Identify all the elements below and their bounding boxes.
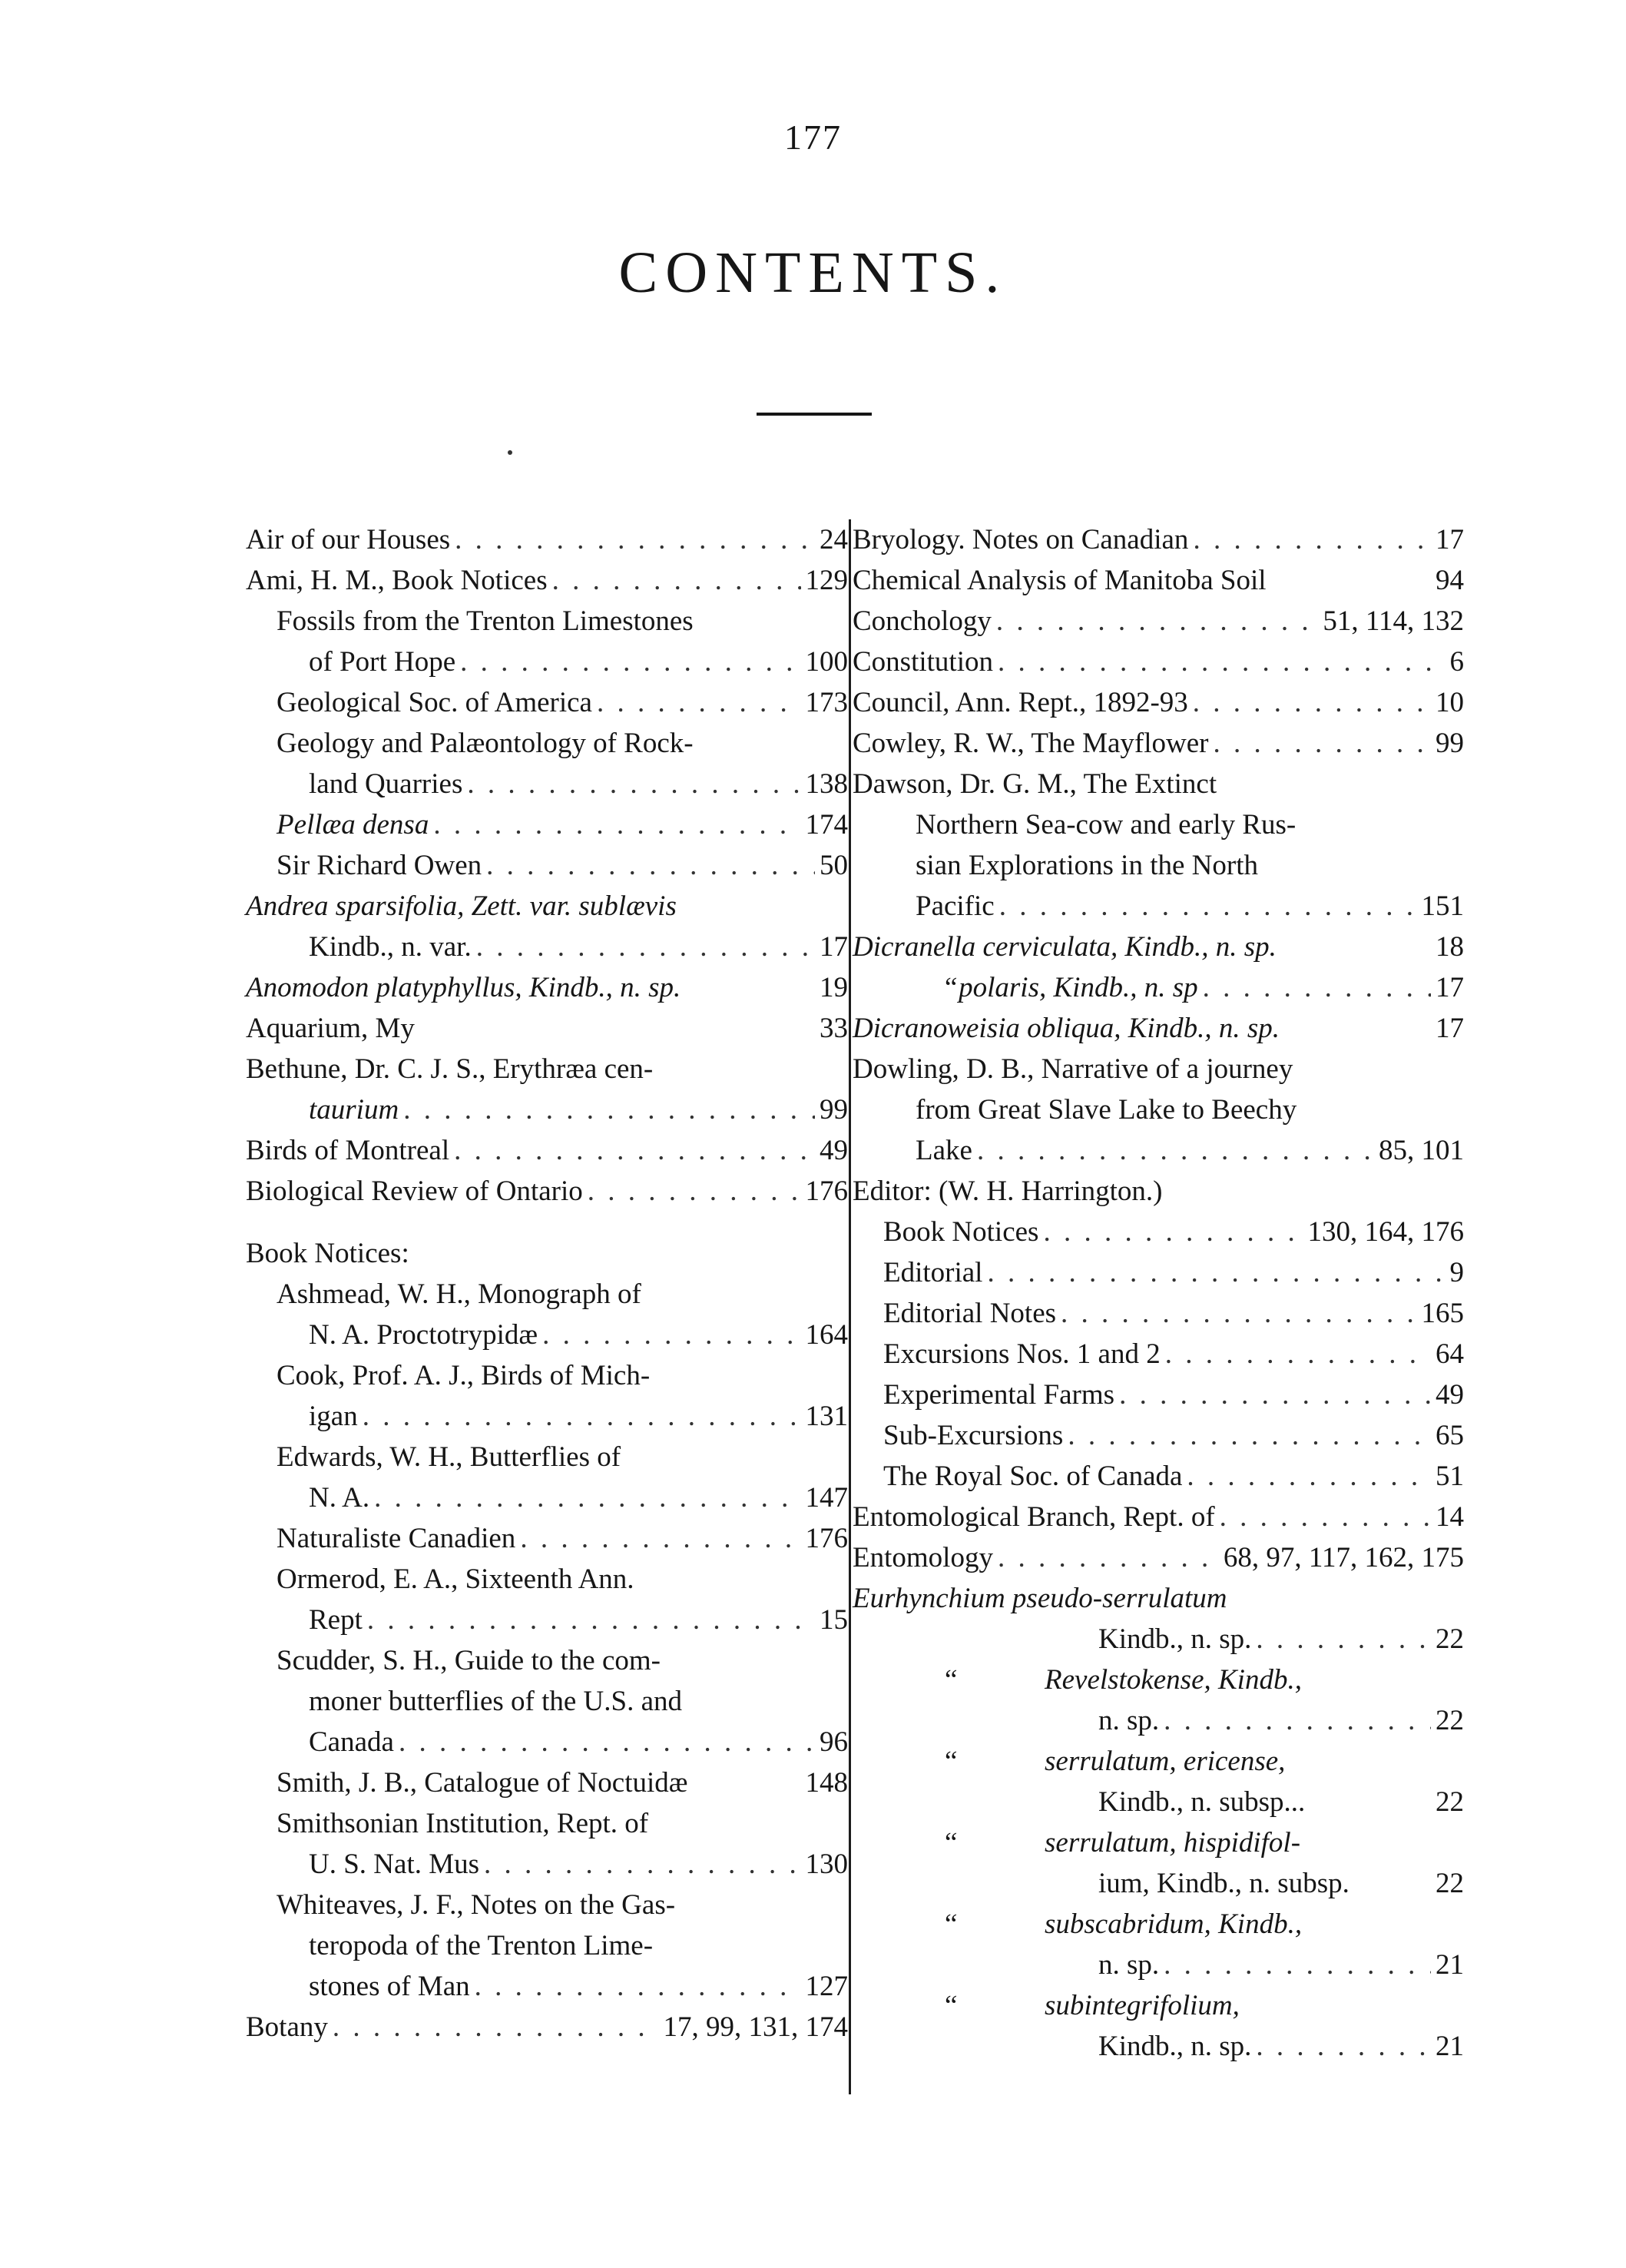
entry-page-number: 164 bbox=[805, 1319, 848, 1351]
entry-spacer bbox=[1349, 1863, 1436, 1904]
dot-leader bbox=[1061, 1293, 1416, 1334]
entry-page-number: 173 bbox=[805, 687, 848, 718]
contents-entry bbox=[853, 1660, 1464, 1700]
entry-page-number: 85, 101 bbox=[1379, 1135, 1464, 1166]
entry-page-number: 94 bbox=[1436, 565, 1464, 596]
column-divider bbox=[849, 519, 851, 2094]
contents-entry bbox=[246, 845, 848, 886]
contents-entry bbox=[853, 927, 1464, 967]
entry-page-number: 65 bbox=[1436, 1420, 1464, 1451]
contents-entry bbox=[246, 1885, 848, 1925]
contents-entry bbox=[246, 804, 848, 845]
contents-entry bbox=[246, 601, 848, 642]
entry-page-number: 10 bbox=[1436, 687, 1464, 718]
dot-leader bbox=[977, 1130, 1374, 1171]
dot-leader bbox=[1119, 1374, 1431, 1415]
entry-title: U. S. Nat. Mus bbox=[309, 1849, 480, 1880]
entry-page-number: 165 bbox=[1421, 1298, 1464, 1329]
entry-page-number: 129 bbox=[805, 565, 848, 596]
entry-title: n. sp. bbox=[1098, 1705, 1160, 1736]
contents-entry bbox=[853, 1049, 1464, 1089]
entry-spacer bbox=[1163, 1171, 1465, 1212]
contents-entry bbox=[853, 642, 1464, 682]
entry-title: Dawson, Dr. G. M., The Extinct bbox=[853, 768, 1217, 800]
contents-entry bbox=[853, 967, 1464, 1008]
dot-leader bbox=[999, 886, 1417, 927]
entry-title: Editorial bbox=[883, 1257, 983, 1288]
entry-spacer bbox=[1227, 1578, 1464, 1619]
entry-title: Sub-Excursions bbox=[883, 1420, 1064, 1451]
contents-entry bbox=[246, 1844, 848, 1885]
entry-spacer bbox=[1280, 1008, 1436, 1049]
contents-entry bbox=[853, 1293, 1464, 1334]
dot-leader bbox=[433, 804, 800, 845]
entry-spacer bbox=[694, 601, 848, 642]
entry-title: Book Notices: bbox=[246, 1238, 409, 1269]
entry-page-number: 22 bbox=[1436, 1623, 1464, 1655]
entry-page-number: 33 bbox=[820, 1013, 848, 1044]
entry-title: Ashmead, W. H., Monograph of bbox=[277, 1278, 641, 1310]
contents-entry bbox=[853, 886, 1464, 927]
entry-page-number: 130, 164, 176 bbox=[1307, 1216, 1464, 1248]
entry-page-number: 24 bbox=[820, 524, 848, 555]
contents-entry bbox=[246, 1966, 848, 2007]
entry-title: Bryology. Notes on Canadian bbox=[853, 524, 1189, 555]
dot-leader bbox=[455, 519, 815, 560]
entry-page-number: 51, 114, 132 bbox=[1323, 605, 1464, 637]
contents-entry bbox=[246, 560, 848, 601]
ditto-mark: “ bbox=[945, 1827, 958, 1858]
entry-title: Smithsonian Institution, Rept. of bbox=[277, 1808, 649, 1839]
entry-title: Whiteaves, J. F., Notes on the Gas- bbox=[277, 1889, 676, 1921]
dot-leader bbox=[476, 927, 815, 967]
entry-page-number: 96 bbox=[820, 1726, 848, 1758]
dot-leader bbox=[1256, 2026, 1431, 2067]
contents-entry bbox=[246, 519, 848, 560]
dot-leader bbox=[486, 845, 815, 886]
contents-entry bbox=[853, 1171, 1464, 1212]
entry-spacer bbox=[1293, 1049, 1464, 1089]
entry-page-number: 64 bbox=[1436, 1338, 1464, 1370]
entry-spacer bbox=[681, 967, 820, 1008]
entry-title: Entomology bbox=[853, 1542, 993, 1573]
entry-page-number: 9 bbox=[1449, 1257, 1464, 1288]
contents-entry bbox=[853, 682, 1464, 723]
entry-title: polaris, Kindb., n. sp bbox=[959, 972, 1198, 1003]
contents-entry bbox=[853, 1089, 1464, 1130]
entry-title: Lake bbox=[916, 1135, 972, 1166]
entry-spacer bbox=[1277, 927, 1436, 967]
dot-leader bbox=[998, 1537, 1219, 1578]
contents-entry bbox=[853, 1212, 1464, 1252]
entry-page-number: 22 bbox=[1436, 1786, 1464, 1818]
entry-title: Smith, J. B., Catalogue of Noctuidæ bbox=[277, 1767, 688, 1799]
entry-title: Kindb., n. sp. bbox=[1098, 2031, 1252, 2062]
dot-leader bbox=[467, 764, 800, 804]
contents-entry bbox=[246, 1049, 848, 1089]
ditto-mark: “ bbox=[945, 1664, 958, 1696]
contents-left-column bbox=[246, 519, 848, 2048]
contents-entry bbox=[853, 1822, 1464, 1863]
entry-page-number: 17 bbox=[1436, 972, 1464, 1003]
entry-title: subscabridum, Kindb., bbox=[1045, 1908, 1303, 1940]
contents-entry bbox=[246, 1762, 848, 1803]
entry-title: ium, Kindb., n. subsp. bbox=[1098, 1868, 1349, 1899]
entry-spacer bbox=[634, 1559, 848, 1600]
entry-title: Rept bbox=[309, 1604, 363, 1636]
entry-spacer bbox=[1240, 1985, 1464, 2026]
entry-page-number: 68, 97, 117, 162, 175 bbox=[1223, 1542, 1464, 1573]
entry-title: Kindb., n. subsp... bbox=[1098, 1786, 1306, 1818]
contents-entry bbox=[853, 601, 1464, 642]
dot-leader bbox=[597, 682, 801, 723]
entry-title: teropoda of the Trenton Lime- bbox=[309, 1930, 654, 1961]
contents-entry bbox=[853, 1863, 1464, 1904]
contents-entry bbox=[246, 1008, 848, 1049]
contents-entry bbox=[246, 1559, 848, 1600]
entry-spacer bbox=[1296, 804, 1464, 845]
dot-leader bbox=[1193, 519, 1431, 560]
dot-leader bbox=[363, 1396, 801, 1437]
entry-page-number: 99 bbox=[820, 1094, 848, 1126]
entry-title: Constitution bbox=[853, 646, 993, 678]
entry-title: n. sp. bbox=[1098, 1949, 1160, 1981]
entry-page-number: 17 bbox=[1436, 524, 1464, 555]
contents-entry bbox=[246, 1233, 848, 1274]
contents-entry bbox=[246, 682, 848, 723]
contents-entry bbox=[246, 967, 848, 1008]
entry-title: Chemical Analysis of Manitoba Soil bbox=[853, 565, 1267, 596]
contents-entry bbox=[853, 1252, 1464, 1293]
entry-title: Eurhynchium pseudo-serrulatum bbox=[853, 1583, 1227, 1614]
ditto-mark: “ bbox=[945, 1746, 958, 1777]
dot-leader bbox=[1068, 1415, 1431, 1456]
contents-entry bbox=[246, 886, 848, 927]
contents-entry bbox=[246, 1396, 848, 1437]
entry-title: Ormerod, E. A., Sixteenth Ann. bbox=[277, 1563, 634, 1595]
dot-leader bbox=[588, 1171, 801, 1212]
entry-spacer bbox=[415, 1008, 820, 1049]
entry-title: Entomological Branch, Rept. of bbox=[853, 1501, 1215, 1533]
dot-leader bbox=[1164, 1945, 1431, 1985]
entry-page-number: 6 bbox=[1449, 646, 1464, 678]
dot-leader bbox=[1187, 1456, 1431, 1497]
entry-title: from Great Slave Lake to Beechy bbox=[916, 1094, 1297, 1126]
entry-title: stones of Man bbox=[309, 1971, 470, 2002]
entry-spacer bbox=[1285, 1741, 1464, 1782]
entry-page-number: 51 bbox=[1436, 1461, 1464, 1492]
entry-spacer bbox=[641, 1274, 848, 1315]
dot-leader bbox=[1193, 682, 1431, 723]
dot-leader bbox=[475, 1966, 801, 2007]
entry-spacer bbox=[653, 1049, 848, 1089]
entry-title: Excursions Nos. 1 and 2 bbox=[883, 1338, 1161, 1370]
entry-title: Editor: (W. H. Harrington.) bbox=[853, 1175, 1163, 1207]
contents-entry bbox=[853, 1497, 1464, 1537]
entry-page-number: 22 bbox=[1436, 1705, 1464, 1736]
contents-entry bbox=[853, 764, 1464, 804]
entry-title: Anomodon platyphyllus, Kindb., n. sp. bbox=[246, 972, 681, 1003]
contents-entry bbox=[853, 1619, 1464, 1660]
entry-title: of Port Hope bbox=[309, 646, 456, 678]
entry-spacer bbox=[687, 1762, 805, 1803]
entry-title: Revelstokense, Kindb., bbox=[1045, 1664, 1302, 1696]
dot-leader bbox=[996, 601, 1318, 642]
entry-page-number: 49 bbox=[1436, 1379, 1464, 1411]
entry-title: Naturaliste Canadien bbox=[277, 1523, 516, 1554]
dot-leader bbox=[367, 1600, 815, 1640]
contents-entry bbox=[246, 1171, 848, 1212]
dot-leader bbox=[460, 642, 800, 682]
entry-title: Dicranoweisia obliqua, Kindb., n. sp. bbox=[853, 1013, 1280, 1044]
entry-page-number: 22 bbox=[1436, 1868, 1464, 1899]
contents-entry bbox=[853, 1700, 1464, 1741]
contents-entry bbox=[853, 1456, 1464, 1497]
contents-entry bbox=[853, 1415, 1464, 1456]
entry-title: Biological Review of Ontario bbox=[246, 1175, 583, 1207]
dot-leader bbox=[1213, 723, 1431, 764]
entry-page-number: 17, 99, 131, 174 bbox=[663, 2011, 848, 2043]
contents-entry bbox=[246, 1355, 848, 1396]
entry-page-number: 174 bbox=[805, 809, 848, 841]
contents-entry bbox=[246, 1925, 848, 1966]
contents-entry bbox=[853, 1130, 1464, 1171]
contents-entry bbox=[246, 1803, 848, 1844]
dot-leader bbox=[987, 1252, 1445, 1293]
contents-entry bbox=[853, 1008, 1464, 1049]
entry-spacer bbox=[1258, 845, 1464, 886]
entry-page-number: 131 bbox=[805, 1401, 848, 1432]
contents-entry bbox=[246, 1477, 848, 1518]
dot-leader bbox=[374, 1477, 800, 1518]
entry-title: Edwards, W. H., Butterflies of bbox=[277, 1441, 621, 1473]
dot-leader bbox=[1043, 1212, 1303, 1252]
contents-right-column bbox=[853, 519, 1464, 2067]
contents-entry bbox=[246, 1089, 848, 1130]
entry-spacer bbox=[648, 1803, 848, 1844]
entry-spacer bbox=[1302, 1660, 1464, 1700]
entry-title: Sir Richard Owen bbox=[277, 850, 482, 881]
contents-entry bbox=[246, 1518, 848, 1559]
entry-title: Book Notices bbox=[883, 1216, 1039, 1248]
entry-page-number: 21 bbox=[1436, 1949, 1464, 1981]
entry-title: Pacific bbox=[916, 890, 995, 922]
dot-leader bbox=[552, 560, 801, 601]
entry-title: taurium bbox=[309, 1094, 399, 1126]
dot-leader bbox=[1256, 1619, 1431, 1660]
entry-title: Bethune, Dr. C. J. S., Erythræa cen- bbox=[246, 1053, 654, 1085]
entry-title: Botany bbox=[246, 2011, 328, 2043]
ditto-mark: “ bbox=[945, 1990, 958, 2021]
entry-page-number: 147 bbox=[805, 1482, 848, 1514]
entry-title: subintegrifolium, bbox=[1045, 1990, 1240, 2021]
contents-entry bbox=[853, 560, 1464, 601]
entry-title: Editorial Notes bbox=[883, 1298, 1057, 1329]
dot-leader bbox=[1220, 1497, 1431, 1537]
entry-page-number: 17 bbox=[820, 931, 848, 963]
entry-title: N. A. bbox=[309, 1482, 370, 1514]
entry-spacer bbox=[1217, 764, 1464, 804]
page-number: 177 bbox=[784, 118, 842, 157]
entry-spacer bbox=[1300, 1822, 1464, 1863]
entry-title: Scudder, S. H., Guide to the com- bbox=[277, 1645, 661, 1676]
entry-title: Air of our Houses bbox=[246, 524, 451, 555]
entry-page-number: 130 bbox=[805, 1849, 848, 1880]
contents-entry bbox=[246, 1640, 848, 1681]
entry-title: Dowling, D. B., Narrative of a journey bbox=[853, 1053, 1293, 1085]
dot-leader bbox=[1165, 1334, 1431, 1374]
stray-mark bbox=[508, 450, 512, 455]
entry-title: serrulatum, hispidifol- bbox=[1045, 1827, 1301, 1858]
contents-entry bbox=[853, 2026, 1464, 2067]
entry-spacer bbox=[675, 1885, 848, 1925]
entry-page-number: 21 bbox=[1436, 2031, 1464, 2062]
contents-entry bbox=[853, 804, 1464, 845]
entry-title: Northern Sea-cow and early Rus- bbox=[916, 809, 1296, 841]
contents-entry bbox=[853, 1904, 1464, 1945]
contents-entry bbox=[246, 927, 848, 967]
entry-spacer bbox=[1296, 1089, 1464, 1130]
entry-page-number: 49 bbox=[820, 1135, 848, 1166]
entry-title: Cook, Prof. A. J., Birds of Mich- bbox=[277, 1360, 651, 1391]
entry-title: N. A. Proctotrypidæ bbox=[309, 1319, 538, 1351]
contents-entry bbox=[853, 1334, 1464, 1374]
contents-entry bbox=[853, 1537, 1464, 1578]
ditto-mark: “ bbox=[945, 972, 958, 1003]
title-rule bbox=[757, 413, 872, 416]
dot-leader bbox=[998, 642, 1446, 682]
entry-spacer bbox=[1267, 560, 1436, 601]
dot-leader bbox=[484, 1844, 800, 1885]
contents-entry bbox=[853, 723, 1464, 764]
dot-leader bbox=[454, 1130, 815, 1171]
entry-title: Pellæa densa bbox=[277, 809, 429, 841]
entry-spacer bbox=[661, 1640, 848, 1681]
contents-entry bbox=[246, 2007, 848, 2048]
contents-entry bbox=[853, 1985, 1464, 2026]
entry-title: Aquarium, My bbox=[246, 1013, 415, 1044]
contents-entry bbox=[246, 764, 848, 804]
dot-leader bbox=[333, 2007, 659, 2048]
page-title: CONTENTS. bbox=[618, 240, 1008, 305]
contents-entry bbox=[853, 519, 1464, 560]
entry-title: Conchology bbox=[853, 605, 992, 637]
entry-title: moner butterflies of the U.S. and bbox=[309, 1686, 683, 1717]
contents-entry bbox=[246, 1315, 848, 1355]
entry-spacer bbox=[621, 1437, 848, 1477]
entry-title: Canada bbox=[309, 1726, 394, 1758]
entry-page-number: 19 bbox=[820, 972, 848, 1003]
entry-title: Dicranella cerviculata, Kindb., n. sp. bbox=[853, 931, 1277, 963]
contents-entry bbox=[246, 642, 848, 682]
entry-page-number: 127 bbox=[805, 1971, 848, 2002]
entry-title: sian Explorations in the North bbox=[916, 850, 1258, 881]
entry-spacer bbox=[1302, 1904, 1464, 1945]
entry-title: Fossils from the Trenton Limestones bbox=[277, 605, 694, 637]
entry-spacer bbox=[682, 1681, 848, 1722]
contents-entry bbox=[853, 1741, 1464, 1782]
contents-entry bbox=[246, 1722, 848, 1762]
section-gap bbox=[246, 1212, 848, 1233]
contents-entry bbox=[246, 1437, 848, 1477]
entry-title: Ami, H. M., Book Notices bbox=[246, 565, 548, 596]
dot-leader bbox=[403, 1089, 815, 1130]
contents-entry bbox=[246, 1600, 848, 1640]
contents-entry bbox=[246, 1130, 848, 1171]
contents-entry bbox=[853, 1578, 1464, 1619]
entry-spacer bbox=[650, 1355, 848, 1396]
entry-page-number: 18 bbox=[1436, 931, 1464, 963]
contents-entry bbox=[853, 1782, 1464, 1822]
ditto-mark: “ bbox=[945, 1908, 958, 1940]
entry-title: Cowley, R. W., The Mayflower bbox=[853, 728, 1209, 759]
entry-page-number: 138 bbox=[805, 768, 848, 800]
entry-title: land Quarries bbox=[309, 768, 463, 800]
entry-title: Kindb., n. sp. bbox=[1098, 1623, 1252, 1655]
dot-leader bbox=[542, 1315, 800, 1355]
entry-title: igan bbox=[309, 1401, 358, 1432]
contents-entry bbox=[853, 1374, 1464, 1415]
entry-title: Council, Ann. Rept., 1892-93 bbox=[853, 687, 1188, 718]
entry-spacer bbox=[409, 1233, 848, 1274]
entry-title: Geology and Palæontology of Rock- bbox=[277, 728, 694, 759]
entry-page-number: 17 bbox=[1436, 1013, 1464, 1044]
entry-title: Birds of Montreal bbox=[246, 1135, 450, 1166]
entry-spacer bbox=[677, 886, 848, 927]
entry-title: Andrea sparsifolia, Zett. var. sublævis bbox=[246, 890, 677, 922]
contents-entry bbox=[853, 845, 1464, 886]
dot-leader bbox=[399, 1722, 815, 1762]
entry-spacer bbox=[694, 723, 848, 764]
entry-page-number: 100 bbox=[805, 646, 848, 678]
dot-leader bbox=[1164, 1700, 1431, 1741]
contents-entry bbox=[853, 1945, 1464, 1985]
entry-title: The Royal Soc. of Canada bbox=[883, 1461, 1183, 1492]
entry-page-number: 14 bbox=[1436, 1501, 1464, 1533]
entry-page-number: 148 bbox=[805, 1767, 848, 1799]
entry-spacer bbox=[1305, 1782, 1436, 1822]
entry-title: Geological Soc. of America bbox=[277, 687, 592, 718]
dot-leader bbox=[1203, 967, 1431, 1008]
dot-leader bbox=[520, 1518, 800, 1559]
entry-title: serrulatum, ericense, bbox=[1045, 1746, 1286, 1777]
contents-entry bbox=[246, 723, 848, 764]
entry-page-number: 176 bbox=[805, 1175, 848, 1207]
contents-entry bbox=[246, 1681, 848, 1722]
entry-page-number: 151 bbox=[1421, 890, 1464, 922]
entry-page-number: 50 bbox=[820, 850, 848, 881]
entry-spacer bbox=[653, 1925, 848, 1966]
entry-page-number: 15 bbox=[820, 1604, 848, 1636]
contents-entry bbox=[246, 1274, 848, 1315]
entry-page-number: 99 bbox=[1436, 728, 1464, 759]
entry-title: Experimental Farms bbox=[883, 1379, 1115, 1411]
entry-page-number: 176 bbox=[805, 1523, 848, 1554]
entry-title: Kindb., n. var. bbox=[309, 931, 472, 963]
